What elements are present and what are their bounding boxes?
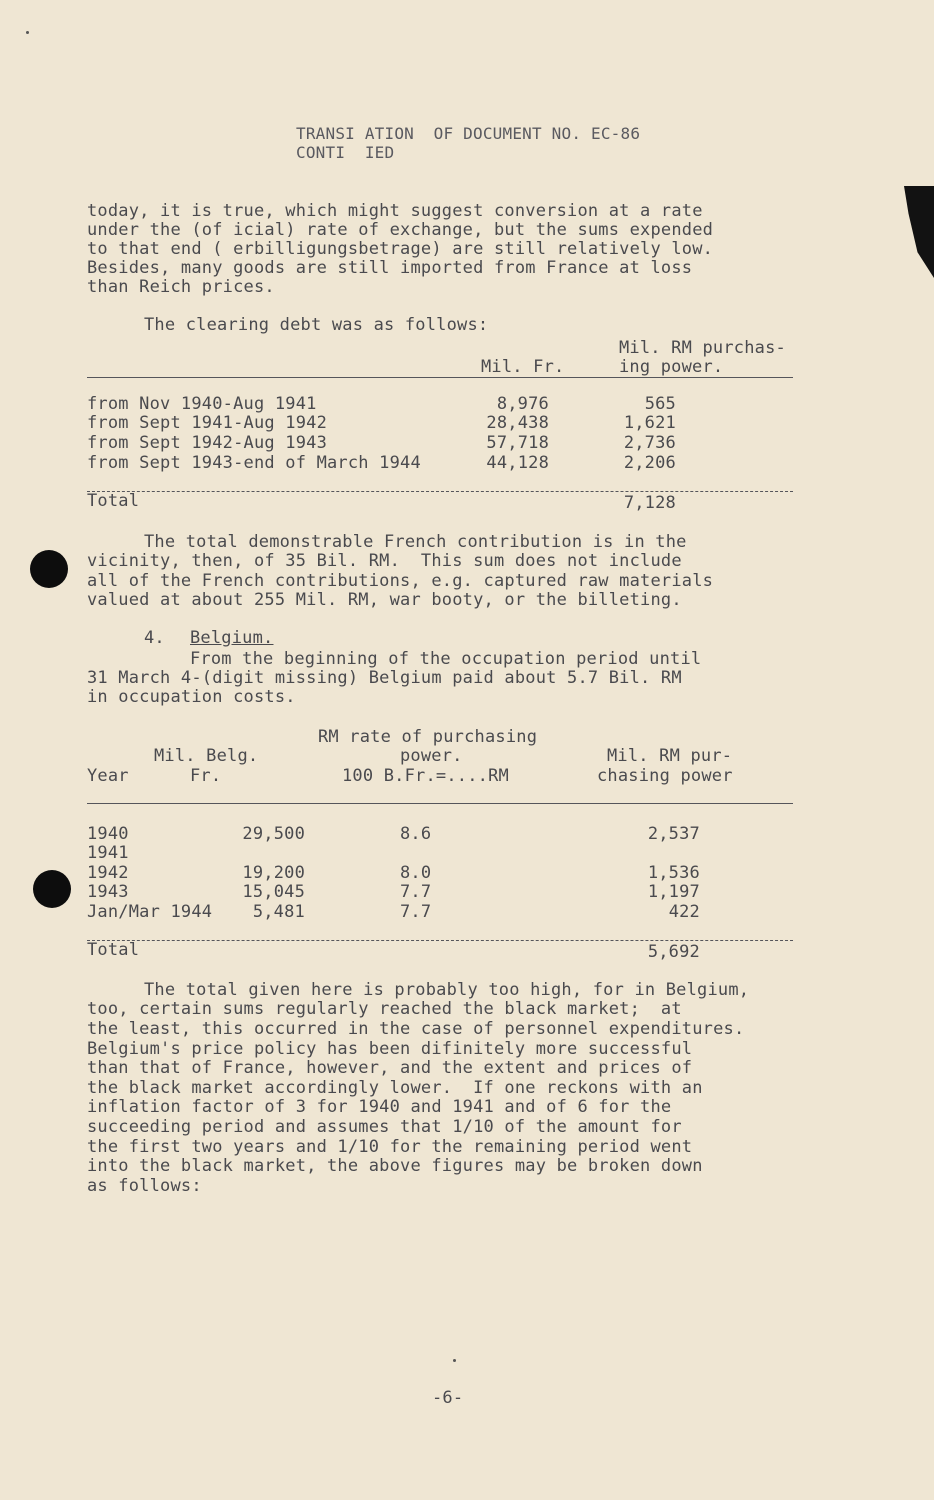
- table-row-rm: 2,206: [623, 453, 676, 473]
- table-row-fr: 5,481: [252, 902, 305, 922]
- paragraph-line: the black market accordingly lower. If one reckons with an: [87, 1078, 703, 1098]
- paragraph-line: too, certain sums regularly reached the black market; at: [87, 999, 682, 1019]
- total-value: 7,128: [623, 493, 676, 513]
- table-row-rate: 8.6: [400, 824, 432, 844]
- header-rule: [87, 377, 793, 378]
- speck-mark: [453, 1359, 456, 1362]
- table-row-fr: 29,500: [242, 824, 305, 844]
- col-header-rm-2: chasing power: [597, 766, 733, 786]
- table-row-year: 1941: [87, 843, 129, 863]
- edge-tab: [904, 186, 934, 278]
- punch-hole-bottom: [33, 870, 71, 908]
- total-rule: [87, 940, 793, 941]
- table-row-year: Jan/Mar 1944: [87, 902, 213, 922]
- paragraph-line: succeeding period and assumes that 1/10 of the amount for: [87, 1117, 682, 1137]
- paragraph-line: inflation factor of 3 for 1940 and 1941 and of 6 for the: [87, 1097, 672, 1117]
- table-row-rate: 7.7: [400, 882, 432, 902]
- table-row-fr: 57,718: [486, 433, 549, 453]
- table-row-rate: 8.0: [400, 863, 432, 883]
- paragraph-line: vicinity, then, of 35 Bil. RM. This sum does not include: [87, 551, 682, 571]
- speck-mark: [26, 31, 29, 34]
- table-row-period: from Sept 1942-Aug 1943: [87, 433, 328, 453]
- paragraph-line: The total demonstrable French contribution is in the: [144, 532, 687, 552]
- table-row-rm: 2,736: [623, 433, 676, 453]
- table-row-rm: 1,197: [647, 882, 700, 902]
- col-header-belg: Mil. Belg.: [154, 746, 259, 766]
- document-subtitle: CONTI IED: [296, 143, 395, 162]
- table-row-year: 1942: [87, 863, 129, 883]
- paragraph-line: as follows:: [87, 1176, 202, 1196]
- paragraph-line: to that end ( erbilligungsbetrage) are still relatively low.: [87, 239, 714, 259]
- paragraph-line: the first two years and 1/10 for the remaining period went: [87, 1137, 693, 1157]
- total-label: Total: [87, 940, 140, 960]
- table-row-rm: 1,536: [647, 863, 700, 883]
- paragraph-line: into the black market, the above figures may be broken down: [87, 1156, 703, 1176]
- section-heading: Belgium.: [190, 628, 274, 648]
- document-title: TRANSI ATION OF DOCUMENT NO. EC-86: [296, 124, 641, 143]
- table-row-rm: 2,537: [647, 824, 700, 844]
- paragraph-line: Besides, many goods are still imported from France at loss: [87, 258, 693, 278]
- table-row-rm: 1,621: [623, 413, 676, 433]
- table-row-year: 1943: [87, 882, 129, 902]
- table-row-year: 1940: [87, 824, 129, 844]
- paragraph-line: From the beginning of the occupation period until: [190, 649, 702, 669]
- table-row-period: from Sept 1941-Aug 1942: [87, 413, 328, 433]
- table-row-fr: 8,976: [496, 394, 549, 414]
- table-row-period: from Nov 1940-Aug 1941: [87, 394, 317, 414]
- paragraph-line: valued at about 255 Mil. RM, war booty, or the billeting.: [87, 590, 682, 610]
- col-header-rate: RM rate of purchasing: [318, 727, 538, 747]
- col-header-year: Year: [87, 766, 129, 786]
- table-row-rm: 565: [644, 394, 676, 414]
- punch-hole-top: [30, 550, 68, 588]
- total-rule: [87, 491, 793, 492]
- col-header-fr: Mil. Fr.: [481, 357, 565, 377]
- col-header-rm: Mil. RM purchas-: [619, 338, 786, 358]
- paragraph-line: the least, this occurred in the case of personnel expenditures.: [87, 1019, 745, 1039]
- paragraph-line: The total given here is probably too high, for in Belgium,: [144, 980, 750, 1000]
- table-row-rm: 422: [668, 902, 700, 922]
- page-number: -6-: [432, 1388, 464, 1408]
- paragraph-line: than Reich prices.: [87, 277, 275, 297]
- col-header-belg-2: Fr.: [190, 766, 222, 786]
- clearing-intro: The clearing debt was as follows:: [144, 315, 489, 335]
- col-header-rate-2: power.: [400, 746, 463, 766]
- total-value: 5,692: [647, 942, 700, 962]
- table-row-fr: 19,200: [242, 863, 305, 883]
- table-row-fr: 28,438: [486, 413, 549, 433]
- paragraph-line: than that of France, however, and the extent and prices of: [87, 1058, 693, 1078]
- paragraph-line: under the (of icial) rate of exchange, but the sums expended: [87, 220, 714, 240]
- paragraph-line: today, it is true, which might suggest conversion at a rate: [87, 201, 703, 221]
- header-rule: [87, 803, 793, 804]
- paragraph-line: all of the French contributions, e.g. captured raw materials: [87, 571, 714, 591]
- paragraph-line: 31 March 4-(digit missing) Belgium paid about 5.7 Bil. RM: [87, 668, 682, 688]
- table-row-period: from Sept 1943-end of March 1944: [87, 453, 421, 473]
- paragraph-line: in occupation costs.: [87, 687, 296, 707]
- section-number: 4.: [144, 628, 165, 648]
- table-row-fr: 44,128: [486, 453, 549, 473]
- col-header-rm: Mil. RM pur-: [607, 746, 733, 766]
- total-label: Total: [87, 491, 140, 511]
- paragraph-line: Belgium's price policy has been difinitely more successful: [87, 1039, 693, 1059]
- col-header-rate-3: 100 B.Fr.=....RM: [342, 766, 509, 786]
- col-header-rm-2: ing power.: [619, 357, 724, 377]
- table-row-fr: 15,045: [242, 882, 305, 902]
- table-row-rate: 7.7: [400, 902, 432, 922]
